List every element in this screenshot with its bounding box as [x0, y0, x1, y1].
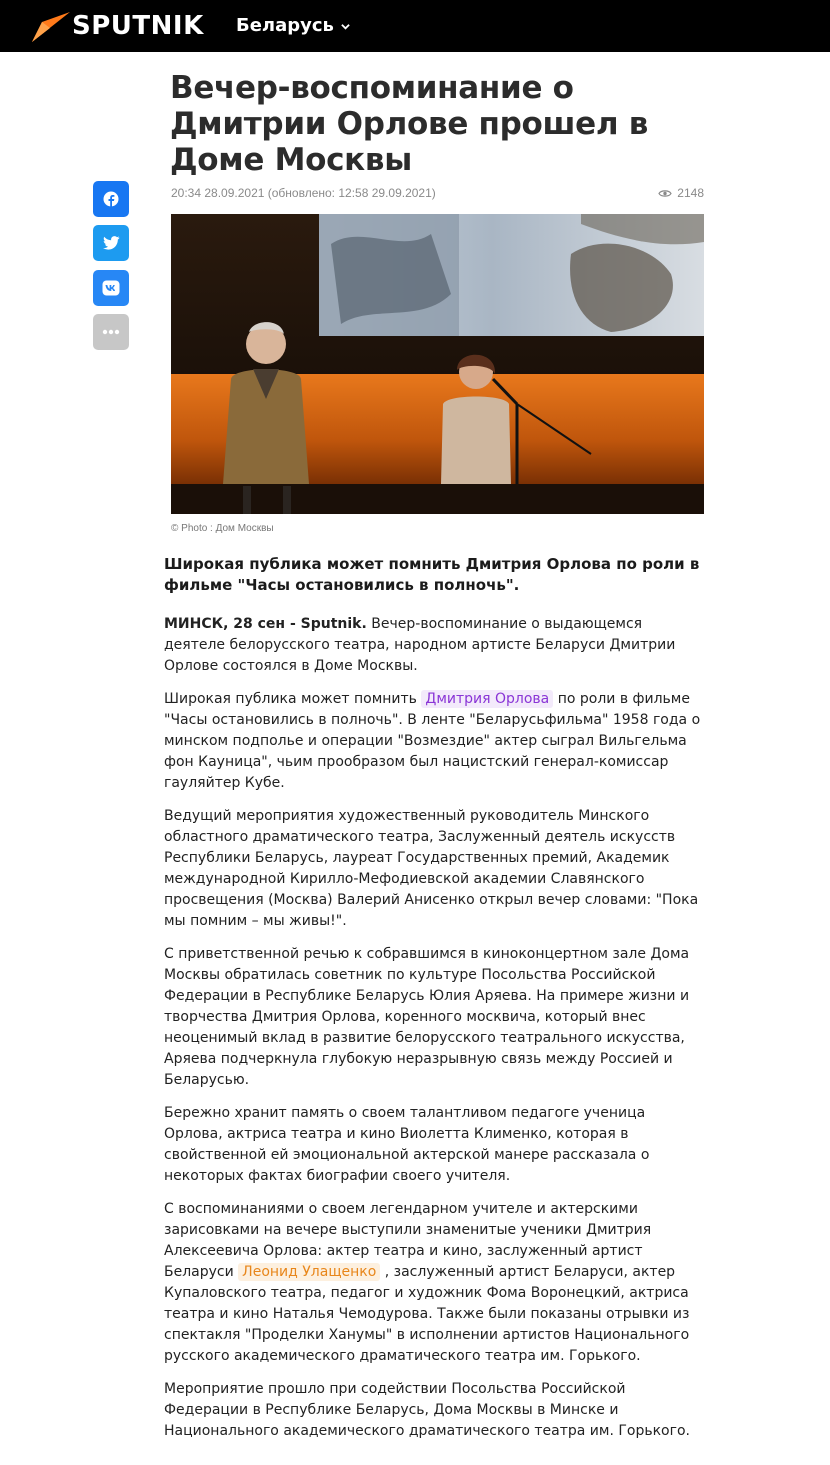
paragraph-6-before: С воспоминаниями о своем легендарном учителе и актерскими зарисовками на вечере выступили знаменитые ученики Дмитрия Алексеевича Орлова: актер театра и кино, заслуженный артист Беларуси: [164, 1201, 652, 1280]
paragraph-3: Ведущий мероприятия художественный руководитель Минского областного драматического театра, Заслуженный деятель искусств Республики Беларусь, лауреат Государственных премий, Академик международной Кирилло-Мефодиевской академии Славянского просвещения (Москва) Валерий Анисенко открыл вечер словами: "Пока мы помним – мы живы!".: [164, 808, 699, 929]
paragraph-5: Бережно хранит память о своем талантливом педагоге ученица Орлова, актриса театра и кино Виолетта Клименко, которая в свойственной ей эмоциональной актерской манере рассказала о некоторых фактах биографии своего учителя.: [164, 1105, 650, 1184]
paragraph-1-text: Вечер-воспоминание о выдающемся деятеле белорусского театра, народном артисте Беларуси Дмитрии Орлове состоялся в Доме Москвы.: [164, 616, 676, 674]
more-icon: [102, 329, 120, 335]
logo-text: SPUTNIK: [72, 11, 204, 41]
article-photo[interactable]: [171, 214, 704, 514]
paragraph-7: Мероприятие прошло при содействии Посольства Российской Федерации в Республике Беларусь, Дома Москвы в Минске и Национального академического драматического театра им. Горького.: [164, 1381, 690, 1439]
paragraph-2-before: Широкая публика может помнить: [164, 691, 422, 707]
paragraph-6-after: , заслуженный артист Беларуси, актер Купаловского театра, педагог и художник Фома Воронецкий, актриса театра и кино Наталья Чемодурова. Также были показаны отрывки из спектакля "Проделки Ханумы" в исполнении артистов Национального русского академического драматического театра им. Горького.: [164, 1264, 690, 1364]
share-twitter-button[interactable]: [93, 225, 129, 261]
article-meta: [171, 185, 704, 201]
twitter-icon: [103, 236, 120, 250]
article-lead: Широкая публика может помнить Дмитрия Орлова по роли в фильме "Часы остановились в полночь".: [164, 555, 700, 594]
stage-photo: [171, 214, 704, 514]
region-selector[interactable]: [236, 14, 350, 38]
sputnik-logo[interactable]: [30, 8, 204, 44]
eye-icon: [658, 189, 672, 198]
vk-icon: [102, 280, 120, 296]
view-counter: [658, 185, 704, 201]
view-count: 2148: [677, 186, 704, 200]
share-facebook-button[interactable]: [93, 181, 129, 217]
article-body: [164, 554, 704, 1454]
share-more-button[interactable]: [93, 314, 129, 350]
article-title: Вечер-воспоминание о Дмитрии Орлове прошел в Доме Москвы: [170, 70, 649, 178]
chevron-down-icon: [341, 22, 350, 31]
paragraph-2-after: по роли в фильме "Часы остановились в полночь". В ленте "Беларусьфильма" 1958 года о минском подполье и операции "Возмездие" актер сыграл Вильгельма фон Кауница", чьим прообразом был нацистский генерал-комиссар гауляйтер Кубе.: [164, 691, 701, 791]
share-vk-button[interactable]: [93, 270, 129, 306]
publish-date: 20:34 28.09.2021: [171, 186, 265, 200]
paragraph-2: [164, 689, 704, 794]
facebook-icon: [103, 191, 119, 207]
paragraph-4: С приветственной речью к собравшимся в киноконцертном зале Дома Москвы обратилась советник по культуре Посольства Российской Федерации в Республике Беларусь Юлия Аряева. На примере жизни и творчества Дмитрия Орлова, коренного москвича, который внес неоценимый вклад в развитие белорусского театрального искусства, Аряева подчеркнула глубокую неразрывную связь между Россией и Беларусью.: [164, 946, 690, 1088]
sputnik-logo-icon: [30, 8, 70, 44]
paragraph-6: [164, 1199, 704, 1367]
photo-caption: © Photo : Дом Москвы: [171, 523, 274, 534]
person-link-orlov[interactable]: Дмитрия Орлова: [421, 690, 553, 708]
dateline: МИНСК, 28 сен - Sputnik.: [164, 616, 367, 632]
region-label: Беларусь: [236, 15, 334, 36]
paragraph-1: [164, 614, 704, 677]
updated-date: (обновлено: 12:58 29.09.2021): [267, 186, 436, 200]
person-link-ulashchenko[interactable]: Леонид Улащенко: [238, 1263, 380, 1281]
top-navigation-bar: [0, 0, 830, 52]
